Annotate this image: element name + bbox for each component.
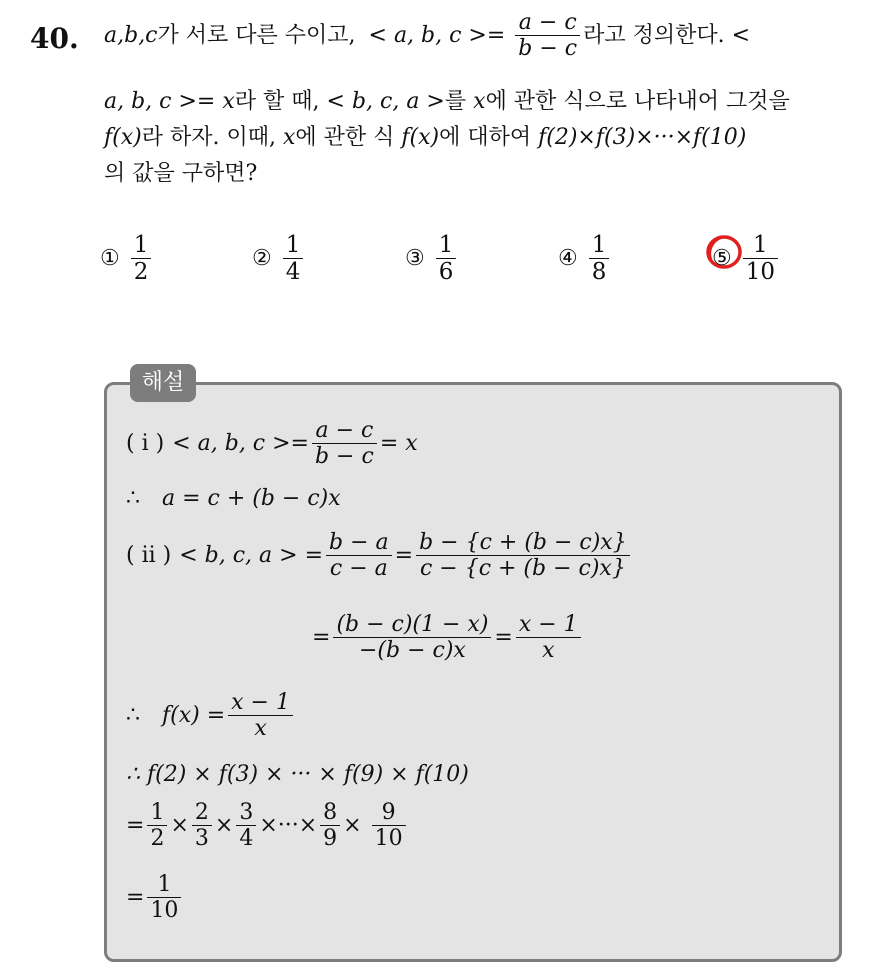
text: 를 (444, 89, 467, 114)
fraction (320, 800, 340, 852)
solution-line-5 (126, 690, 296, 742)
math: < b, c, a > = (179, 543, 324, 569)
frac-numerator: a − c (312, 418, 377, 444)
math: < b, c, a > (326, 89, 445, 114)
solution-line-7 (126, 800, 409, 852)
frac-numerator: 1 (131, 232, 152, 259)
case-label: ( i ) (126, 431, 165, 457)
frac-denominator: 8 (591, 259, 607, 286)
text: 가 서로 다른 수이고, (157, 22, 356, 48)
frac-denominator: b − c (518, 36, 578, 62)
therefore-symbol: ∴ (126, 703, 140, 729)
math-abc: a,b,c (104, 22, 158, 48)
math: f(x) (401, 125, 440, 150)
text: 의 값을 구하면? (104, 161, 258, 186)
math: ∴ f(2) × f(3) × ··· × f(9) × f(10) (126, 762, 469, 787)
solution-tag: 해설 (130, 364, 196, 402)
frac-numerator: 3 (236, 800, 256, 826)
text: 라고 정의한다. < (583, 22, 751, 48)
math: = x (379, 431, 418, 457)
fraction (147, 872, 181, 924)
math-def-fraction (515, 10, 580, 62)
choice-label: ④ (558, 246, 578, 272)
fraction (228, 690, 293, 742)
math: a, b, c >= x (104, 89, 235, 114)
frac-numerator: 1 (283, 232, 304, 259)
question-line-2 (104, 84, 790, 115)
answer-choices (100, 232, 820, 296)
question-line-1 (104, 10, 750, 62)
choice-5[interactable] (712, 232, 781, 286)
choice-label: ⑤ (712, 246, 732, 272)
text: 라 하자. 이때, (141, 125, 276, 150)
solution-line-6 (126, 762, 469, 787)
frac-numerator: x − 1 (228, 690, 293, 716)
math: f(x) = (162, 703, 226, 729)
frac-denominator: 6 (438, 259, 454, 286)
text: 라 할 때, (234, 89, 320, 114)
solution-line-1 (126, 418, 418, 470)
times: × (170, 813, 189, 839)
frac-numerator: a − c (515, 10, 580, 36)
fraction (236, 800, 256, 852)
fraction (333, 612, 491, 664)
text: 에 대하여 (439, 125, 532, 150)
frac-numerator: x − 1 (516, 612, 581, 638)
math: x (473, 89, 486, 114)
choice-4[interactable] (558, 232, 612, 286)
choice-label: ① (100, 246, 120, 272)
frac-denominator: c − {c + (b − c)x} (419, 556, 626, 582)
frac-denominator: 4 (285, 259, 301, 286)
frac-numerator: b − a (326, 530, 392, 556)
equals: = (126, 885, 145, 911)
solution-line-2 (126, 486, 341, 511)
frac-numerator: 1 (436, 232, 457, 259)
math: f(2)×f(3)×···×f(10) (538, 125, 747, 150)
times: × (214, 813, 234, 839)
frac-numerator: 1 (743, 232, 778, 259)
choice-fraction (436, 232, 457, 286)
frac-denominator: −(b − c)x (359, 638, 466, 664)
therefore-symbol: ∴ (126, 486, 140, 511)
fraction (192, 800, 212, 852)
math: x (282, 125, 296, 150)
times-dots: ×···× (259, 813, 318, 839)
equals: = (494, 625, 513, 651)
frac-numerator: 1 (147, 872, 181, 898)
question-line-3 (104, 120, 746, 151)
frac-denominator: 10 (374, 826, 403, 852)
frac-numerator: b − {c + (b − c)x} (416, 530, 630, 556)
fraction (326, 530, 392, 582)
choice-fraction (589, 232, 610, 286)
math: < a, b, c >= (172, 431, 309, 457)
frac-denominator: 10 (150, 898, 179, 924)
equals: = (394, 543, 414, 569)
frac-denominator: b − c (314, 444, 374, 470)
text: 에 관한 식 (295, 125, 395, 150)
question-line-4 (104, 156, 257, 187)
case-label: ( ii ) (126, 543, 172, 569)
equals: = (126, 813, 145, 839)
frac-numerator: 9 (372, 800, 406, 826)
choice-1[interactable] (100, 232, 154, 286)
frac-denominator: 10 (745, 259, 776, 286)
choice-fraction (131, 232, 152, 286)
fraction (312, 418, 377, 470)
frac-denominator: 2 (133, 259, 149, 286)
solution-line-3 (126, 530, 633, 582)
equals: = (312, 625, 331, 651)
frac-numerator: 8 (320, 800, 340, 826)
frac-denominator: 2 (150, 826, 165, 852)
frac-denominator: 3 (194, 826, 209, 852)
frac-numerator: 1 (147, 800, 167, 826)
frac-numerator: (b − c)(1 − x) (333, 612, 491, 638)
choice-fraction (283, 232, 304, 286)
frac-denominator: x (542, 638, 555, 664)
solution-line-8 (126, 872, 184, 924)
times: × (343, 813, 362, 839)
choice-label: ③ (405, 246, 425, 272)
choice-fraction (743, 232, 778, 286)
frac-denominator: 4 (239, 826, 254, 852)
fraction (416, 530, 630, 582)
math-def-lhs: < a, b, c >= (368, 22, 506, 48)
question-number: 40. (30, 22, 79, 55)
frac-denominator: 9 (323, 826, 338, 852)
math: f(x) (104, 125, 142, 150)
frac-numerator: 1 (589, 232, 610, 259)
fraction (372, 800, 406, 852)
solution-line-4 (312, 612, 584, 664)
math: a = c + (b − c)x (162, 486, 341, 511)
frac-denominator: x (254, 716, 267, 742)
choice-label: ② (252, 246, 272, 272)
fraction (516, 612, 581, 664)
fraction (147, 800, 167, 852)
text: 에 관한 식으로 나타내어 그것을 (485, 89, 790, 114)
choice-3[interactable] (405, 232, 459, 286)
frac-denominator: c − a (329, 556, 388, 582)
frac-numerator: 2 (192, 800, 212, 826)
choice-2[interactable] (252, 232, 306, 286)
